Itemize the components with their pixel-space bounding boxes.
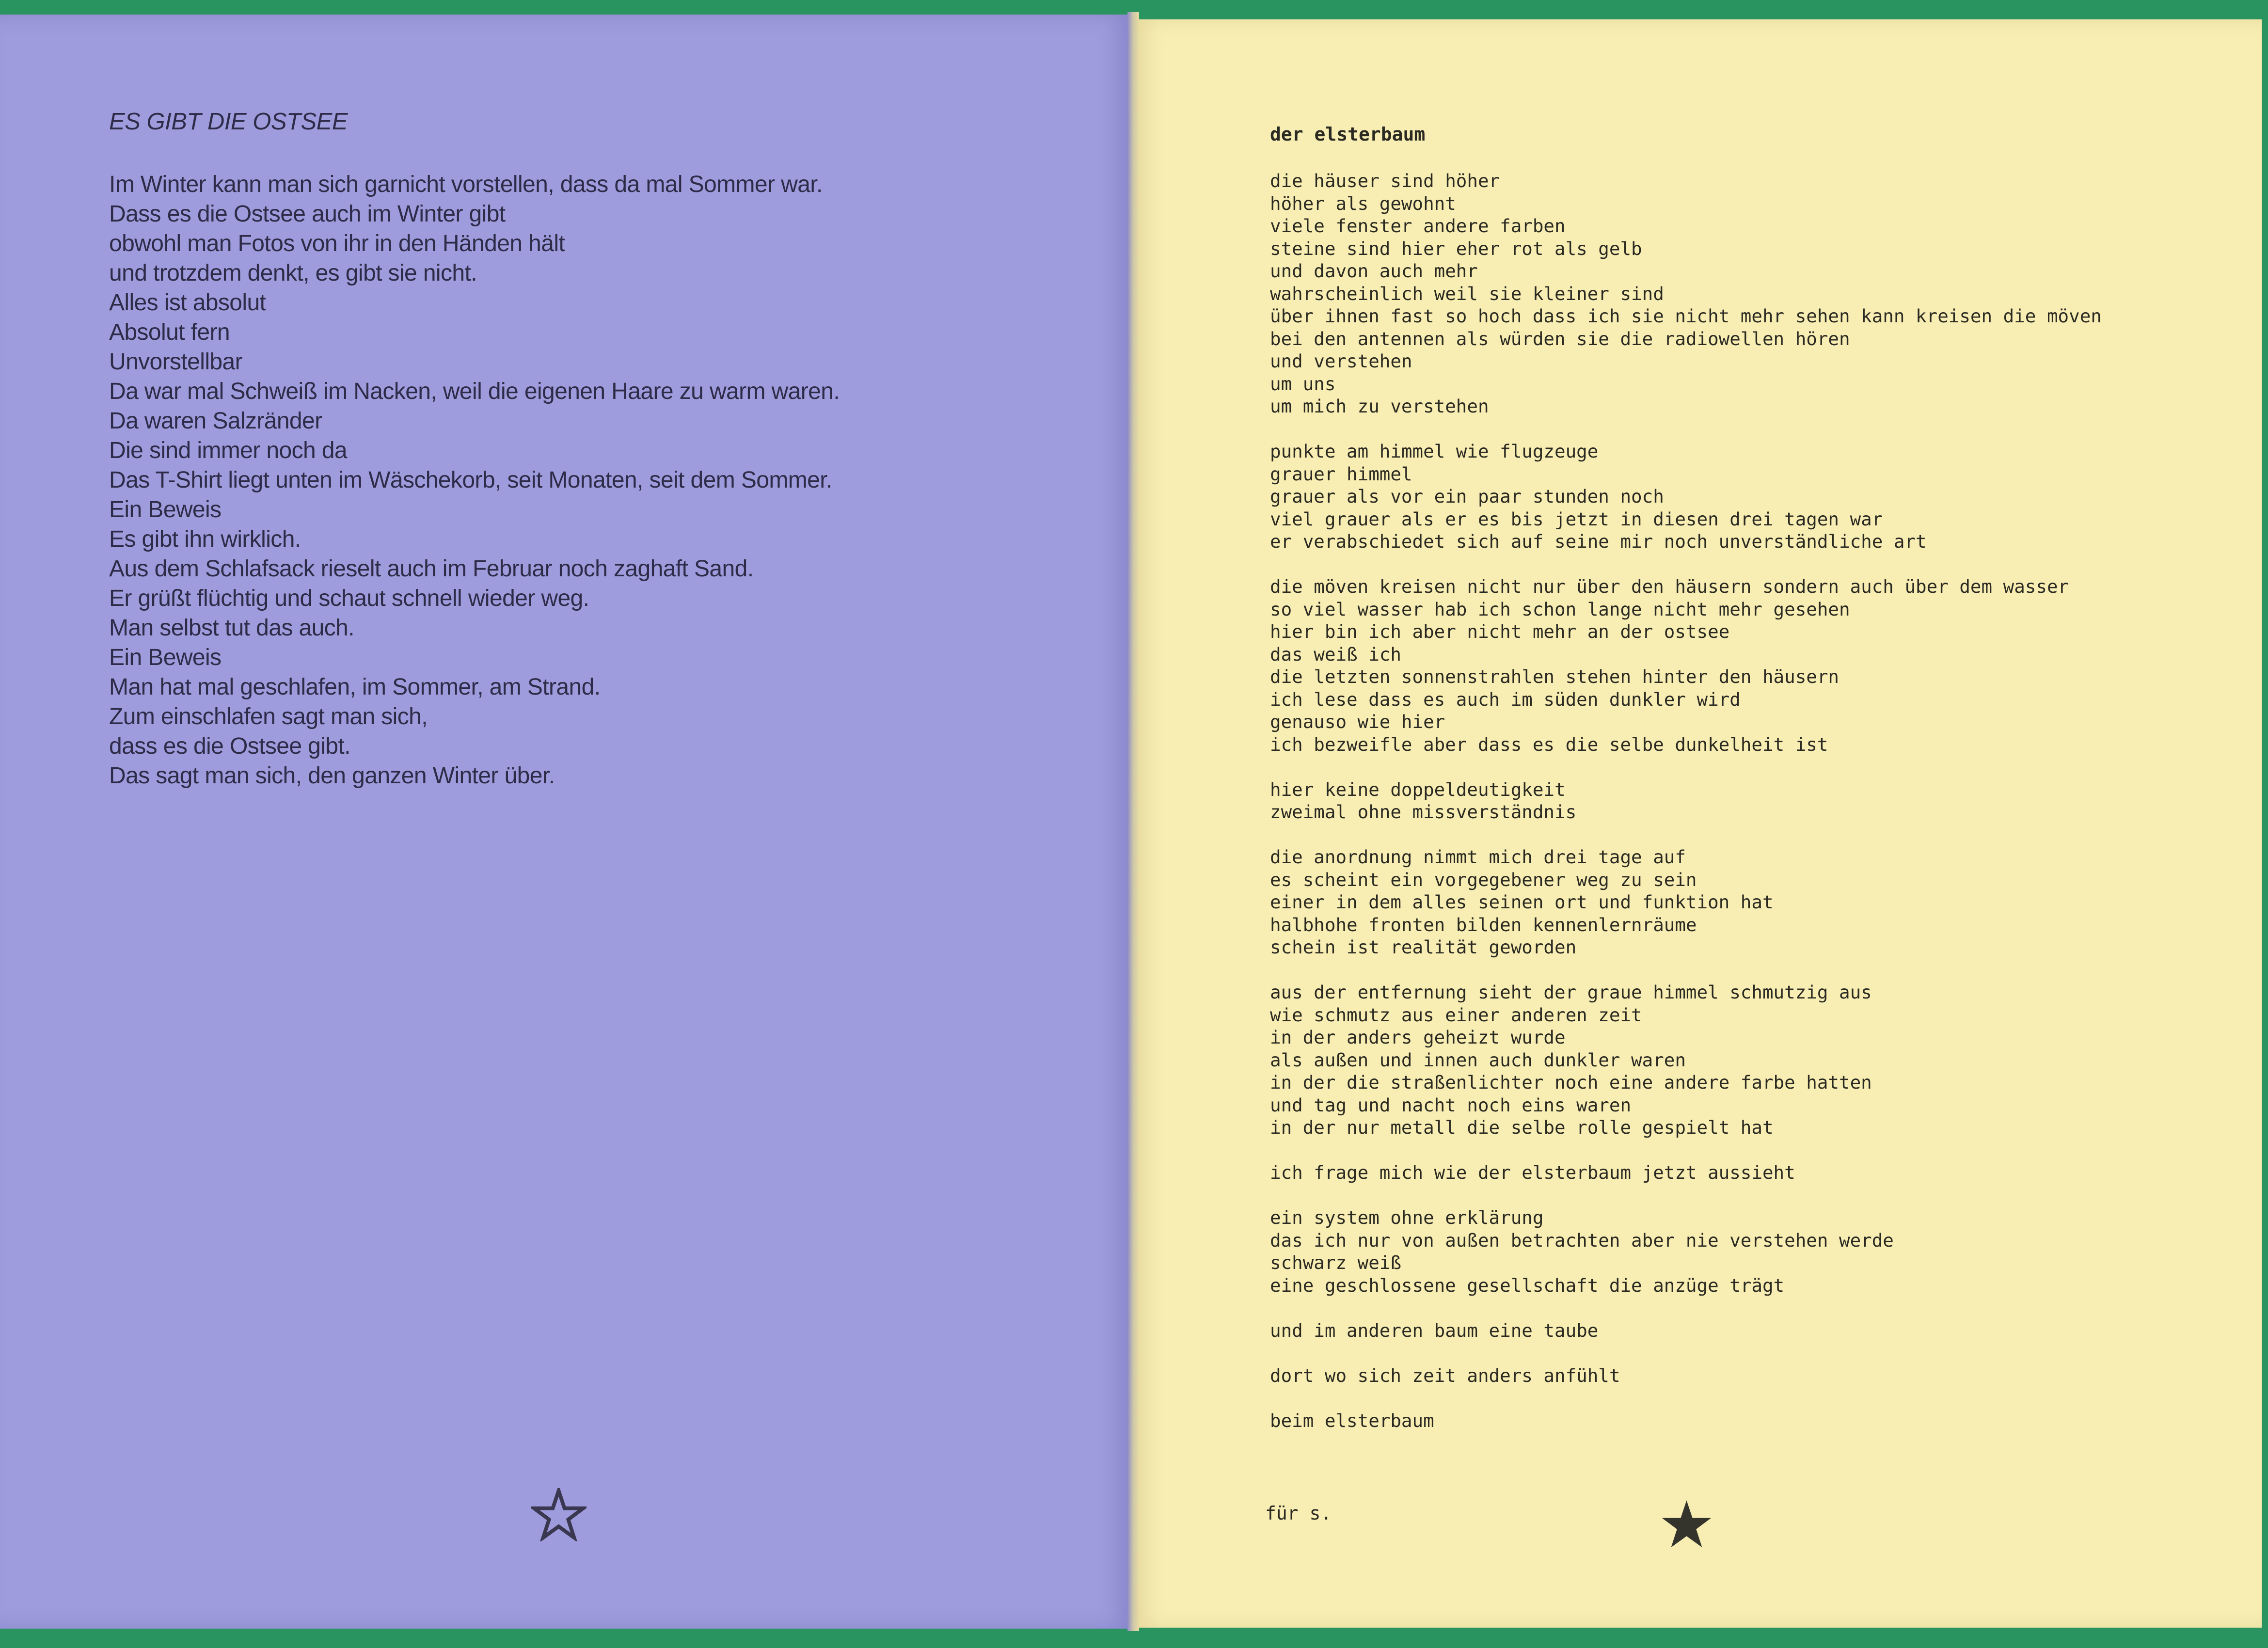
right-poem-line: eine geschlossene gesellschaft die anzüge trägt bbox=[1270, 1274, 1785, 1296]
right-poem-line: punkte am himmel wie flugzeuge bbox=[1270, 441, 1599, 462]
right-poem-line: als außen und innen auch dunkler waren bbox=[1270, 1049, 1686, 1071]
right-poem-line bbox=[1270, 959, 2239, 982]
right-poem-line: das weiß ich bbox=[1270, 643, 1401, 665]
right-poem-line: die anordnung nimmt mich drei tage auf bbox=[1270, 846, 1686, 868]
right-poem-line: die möven kreisen nicht nur über den häusern sondern auch über dem wasser bbox=[1270, 576, 2069, 597]
dedication: für s. bbox=[1265, 1503, 1332, 1524]
right-poem-line: hier bin ich aber nicht mehr an der ostsee bbox=[1270, 621, 1730, 642]
left-poem-body bbox=[109, 170, 1103, 791]
left-poem-line: Die sind immer noch da bbox=[109, 438, 348, 463]
right-poem-line: hier keine doppeldeutigkeit bbox=[1270, 778, 1566, 800]
left-poem-line: und trotzdem denkt, es gibt sie nicht. bbox=[109, 260, 477, 286]
left-poem-line: obwohl man Fotos von ihr in den Händen hält bbox=[109, 231, 565, 256]
right-poem-line: dort wo sich zeit anders anfühlt bbox=[1270, 1364, 1620, 1386]
right-poem-line bbox=[1270, 1139, 2239, 1162]
left-poem-line: dass es die Ostsee gibt. bbox=[109, 733, 350, 759]
left-poem-line: Das T-Shirt liegt unten im Wäschekorb, seit Monaten, seit dem Sommer. bbox=[109, 467, 832, 493]
left-poem-line: Dass es die Ostsee auch im Winter gibt bbox=[109, 201, 506, 227]
right-poem-line bbox=[1270, 824, 2239, 846]
right-poem-line: grauer als vor ein paar stunden noch bbox=[1270, 486, 1664, 507]
right-poem-line bbox=[1270, 553, 2239, 576]
right-poem-line: um mich zu verstehen bbox=[1270, 396, 1489, 417]
right-poem-line: genauso wie hier bbox=[1270, 711, 1445, 732]
left-poem-line: Da waren Salzränder bbox=[109, 408, 322, 434]
right-poem-line bbox=[1270, 1387, 2239, 1410]
right-poem-line: höher als gewohnt bbox=[1270, 192, 1456, 214]
right-poem-line bbox=[1270, 1184, 2239, 1207]
right-poem-line bbox=[1270, 1297, 2239, 1319]
right-poem-line: grauer himmel bbox=[1270, 463, 1412, 485]
right-poem-line: in der anders geheizt wurde bbox=[1270, 1027, 1566, 1048]
left-poem-line: Absolut fern bbox=[109, 319, 230, 345]
right-poem-line bbox=[1270, 756, 2239, 778]
right-poem-line: aus der entfernung sieht der graue himmel schmutzig aus bbox=[1270, 982, 1872, 1003]
right-poem-line: er verabschiedet sich auf seine mir noch unverständliche art bbox=[1270, 531, 1927, 552]
right-poem-line: bei den antennen als würden sie die radiowellen hören bbox=[1270, 328, 1850, 349]
right-poem-line bbox=[1270, 1342, 2239, 1364]
right-poem-line: schwarz weiß bbox=[1270, 1252, 1401, 1273]
right-poem-line: wie schmutz aus einer anderen zeit bbox=[1270, 1004, 1642, 1026]
right-poem-line: in der nur metall die selbe rolle gespielt hat bbox=[1270, 1117, 1774, 1138]
right-poem-line: einer in dem alles seinen ort und funktion hat bbox=[1270, 891, 1774, 913]
left-poem-line: Es gibt ihn wirklich. bbox=[109, 526, 301, 552]
right-poem-line: über ihnen fast so hoch dass ich sie nicht mehr sehen kann kreisen die möven bbox=[1270, 305, 2102, 327]
right-poem-line: halbhohe fronten bilden kennenlernräume bbox=[1270, 914, 1697, 935]
right-poem-line: so viel wasser hab ich schon lange nicht mehr gesehen bbox=[1270, 598, 1850, 620]
right-poem-line: und tag und nacht noch eins waren bbox=[1270, 1094, 1632, 1116]
left-poem-line: Man hat mal geschlafen, im Sommer, am Strand. bbox=[109, 674, 601, 700]
right-poem-title: der elsterbaum bbox=[1270, 124, 1426, 145]
right-poem-line bbox=[1270, 418, 2239, 441]
right-poem-line: es scheint ein vorgegebener weg zu sein bbox=[1270, 869, 1697, 890]
right-poem-line: zweimal ohne missverständnis bbox=[1270, 801, 1577, 823]
star-outline-icon bbox=[531, 1488, 587, 1541]
left-poem-line: Aus dem Schlafsack rieselt auch im Februar noch zaghaft Sand. bbox=[109, 556, 754, 582]
right-poem-line: und im anderen baum eine taube bbox=[1270, 1319, 1599, 1341]
right-poem-line: die letzten sonnenstrahlen stehen hinter den häusern bbox=[1270, 666, 1839, 687]
left-poem-line: Zum einschlafen sagt man sich, bbox=[109, 704, 428, 729]
right-poem-line: ich bezweifle aber dass es die selbe dunkelheit ist bbox=[1270, 733, 1828, 755]
left-poem-line: Da war mal Schweiß im Nacken, weil die eigenen Haare zu warm waren. bbox=[109, 379, 840, 404]
left-poem-line: Das sagt man sich, den ganzen Winter über. bbox=[109, 763, 555, 789]
right-poem-line: viel grauer als er es bis jetzt in diesen drei tagen war bbox=[1270, 508, 1883, 530]
right-poem-line: schein ist realität geworden bbox=[1270, 936, 1577, 958]
right-poem-line: das ich nur von außen betrachten aber nie verstehen werde bbox=[1270, 1229, 1894, 1251]
right-poem-line: wahrscheinlich weil sie kleiner sind bbox=[1270, 283, 1664, 304]
right-poem-line: ich frage mich wie der elsterbaum jetzt aussieht bbox=[1270, 1162, 1795, 1183]
right-poem-line: um uns bbox=[1270, 373, 1336, 395]
left-poem-line: Er grüßt flüchtig und schaut schnell wieder weg. bbox=[109, 586, 589, 611]
right-poem-line: ich lese dass es auch im süden dunkler wird bbox=[1270, 688, 1741, 710]
right-poem-body bbox=[1270, 170, 2239, 1432]
left-poem-title: ES GIBT DIE OSTSEE bbox=[109, 109, 348, 135]
right-poem-line: und davon auch mehr bbox=[1270, 260, 1478, 282]
star-filled-icon bbox=[1659, 1498, 1714, 1551]
left-poem-line: Alles ist absolut bbox=[109, 290, 266, 316]
right-poem-line: ein system ohne erklärung bbox=[1270, 1207, 1544, 1228]
left-poem-line: Unvorstellbar bbox=[109, 349, 242, 375]
right-poem-line: beim elsterbaum bbox=[1270, 1410, 1434, 1431]
right-poem-line: viele fenster andere farben bbox=[1270, 215, 1566, 237]
left-poem-line: Man selbst tut das auch. bbox=[109, 615, 354, 641]
book-gutter bbox=[1127, 12, 1139, 1631]
right-poem-line: und verstehen bbox=[1270, 350, 1412, 372]
right-poem-line: die häuser sind höher bbox=[1270, 170, 1500, 191]
right-poem-line: steine sind hier eher rot als gelb bbox=[1270, 238, 1642, 259]
left-poem-line: Ein Beweis bbox=[109, 497, 222, 523]
right-poem-line: in der die straßenlichter noch eine andere farbe hatten bbox=[1270, 1072, 1872, 1093]
left-poem-line: Ein Beweis bbox=[109, 645, 222, 670]
left-poem-line: Im Winter kann man sich garnicht vorstellen, dass da mal Sommer war. bbox=[109, 172, 823, 197]
